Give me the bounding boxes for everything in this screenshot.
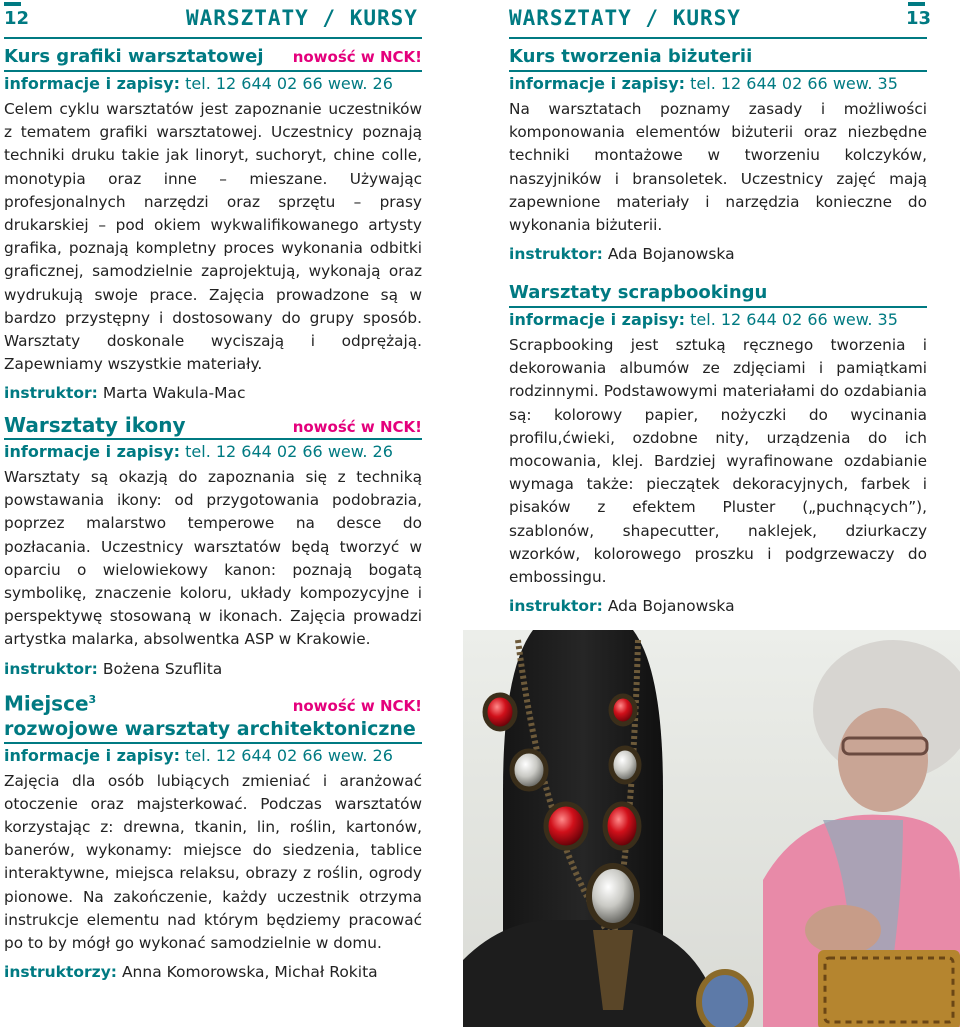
workshop-bizuteria [509, 46, 927, 266]
workshop-description: Na warsztatach poznamy zasady i możliwości komponowania elementów biżuterii oraz niezbędne techniki montażowe w tworzeniu kolczyków, naszyjników i bransoletek. Uczestnicy zajęć mają zapewnione materiały i narzędzia konieczne do wykonania biżuterii. [509, 100, 927, 235]
workshop-scrapbooking [509, 282, 927, 618]
workshop-title: Warsztaty scrapbookingu [509, 282, 768, 303]
workshop-subtitle: rozwojowe warsztaty architektoniczne [4, 717, 416, 740]
header-rule-left [4, 37, 422, 39]
workshop-info: informacje i zapisy: tel. 12 644 02 66 wew. 35 [509, 306, 927, 330]
page-number-right: 13 [906, 8, 932, 29]
workshop-title: Kurs grafiki warsztatowej [4, 46, 264, 67]
workshop-title: Warsztaty ikony [4, 413, 186, 437]
workshop-description: Scrapbooking jest sztuką ręcznego tworzenia i dekorowania albumów ze zdjęciami i pamiątkami rodzinnymi. Podstawowymi materiałami do ozdabiania są: kolorowy papier, nożyczki do wycinania profilu,ćwieki, ozdobne nity, urządzenia do ich mocowania, klej. Bardziej wyrafinowane ozdabianie wymaga także: pieczątek dekoracyjnych, farbek i pisaków z efektem Pluster („puchnących”), szablonów, shapecutter, naklejek, dziurkaczy wzorków, kolorowego proszku i podgrzewaczy do embossingu. [509, 336, 927, 587]
workshop-description: Warsztaty są okazją do zapoznania się z techniką powstawania ikony: od przygotowania podobrazia, poprzez malarstwo temperowe na desce do pozłacania. Uczestnicy warsztatów będą tworzyć w oparciu o wielowiekowy kanon: poznają bogatą symbolikę, znaczenie koloru, układy kompozycyjne i perspektywę stosowaną w ikonach. Zajęcia prowadzi artystka malarka, absolwentka ASP w Krakowie. [4, 468, 422, 649]
header-rule-right [509, 37, 927, 39]
section-title-left: WARSZTATY / KURSY [186, 6, 418, 30]
workshop-instructor: instruktorzy: Anna Komorowska, Michał Rokita [4, 963, 378, 982]
workshop-info: informacje i zapisy: tel. 12 644 02 66 wew. 35 [509, 70, 927, 94]
workshop-title: Miejsce$^3$ [4, 691, 97, 716]
workshop-description: Celem cyklu warsztatów jest zapoznanie uczestników z tematem grafiki warsztatowej. Uczestnicy poznają techniki druku takie jak linoryt, suchoryt, chine colle, monotypia oraz inne – mieszane. Używając profesjonalnych narzędzi oraz sprzętu – prasy drukarskiej – pod okiem wykwalifikowanego artysty grafika, poznają kompletny proces wykonania odbitki graficznej, samodzielnie zaprojektują, wykonają oraz wydrukują swoje prace. Zajęcia prowadzone są w bardzo przystępny i dostosowany do grupy sposób. Warsztaty doskonale wyciszają i odprężają. Zapewniamy wszystkie materiały. [4, 100, 422, 374]
workshop-title: Kurs tworzenia biżuterii [509, 46, 753, 67]
workshop-instructor: instruktor: Bożena Szuflita [4, 659, 223, 678]
page-number-bar [4, 2, 21, 6]
workshop-info: informacje i zapisy: tel. 12 644 02 66 wew. 26 [4, 438, 422, 462]
page-number-bar [908, 2, 925, 6]
workshop-instructor: instruktor: Ada Bojanowska [509, 597, 735, 616]
workshop-description: Zajęcia dla osób lubiących zmieniać i aranżować otoczenie oraz majsterkować. Podczas warsztatów korzystając z: drewna, tkanin, lin, roślin, kartonów, banerów, wykonamy: miejsce do siedzenia, tablice interaktywne, miejsca relaksu, obrazy z roślin, ogrody pionowe. Na zakończenie, każdy uczestnik otrzyma instrukcje elementu nad którym będziemy pracować po to by mógł go wykonać samodzielnie w domu. [4, 771, 422, 953]
workshop-info: informacje i zapisy: tel. 12 644 02 66 wew. 26 [4, 70, 422, 94]
new-badge: nowość w NCK! [292, 418, 422, 436]
jewelry-photo [463, 630, 960, 1027]
workshop-instructor: instruktor: Marta Wakula-Mac [4, 384, 246, 403]
page-number-left: 12 [4, 8, 30, 29]
workshop-miejsce [4, 689, 422, 984]
new-badge: nowość w NCK! [292, 696, 422, 715]
jewelry-photo-illustration [463, 630, 960, 1027]
workshop-info: informacje i zapisy: tel. 12 644 02 66 wew. 26 [4, 742, 422, 766]
workshop-instructor: instruktor: Ada Bojanowska [509, 245, 735, 264]
workshop-ikony [4, 414, 422, 681]
workshop-grafika [4, 46, 422, 405]
section-title-right: WARSZTATY / KURSY [509, 6, 741, 30]
new-badge: nowość w NCK! [292, 48, 422, 66]
